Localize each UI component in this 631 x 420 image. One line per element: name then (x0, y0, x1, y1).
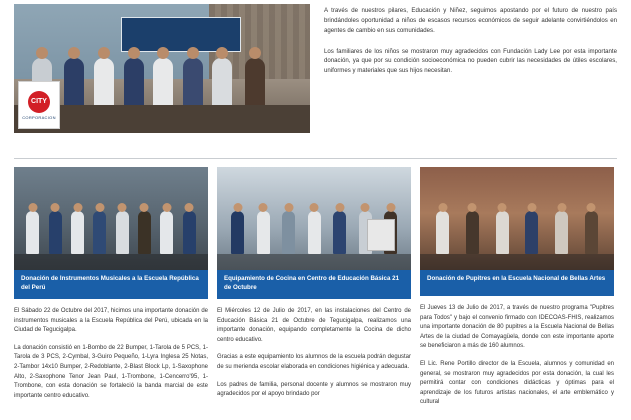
top-paragraph-1: A través de nuestros pilares, Educación y Niñez, seguimos apostando por el futuro de nuestro país brindándoles oportunidad a niños de escasos recursos económicos de seguir adelante convirtiéndolos en agentes de cambio en sus comunidades. (324, 7, 617, 34)
article-1-paragraph-1: El Sábado 22 de Octubre del 2017, hicimos una importante donación de instrumentos musicales a la Escuela República del Perú, ubicada en la Ciudad de Tegucigalpa. (14, 307, 208, 334)
musical-instruments-donation-photo (14, 167, 208, 270)
article-body-2 (217, 299, 411, 400)
photo-person (212, 58, 232, 110)
article-3-paragraph-2: El Lic. Rene Portillo director de la Escuela, alumnos y comunidad en general, se mostraron muy agradecidos por esta donación, la cual les permitirá contar con condiciones didácticas y óptimas para el aprendizaje de los futuros artistas nacionales, el arte emblemático y cultural (420, 360, 614, 406)
photo-person-head (216, 47, 228, 59)
article-column-1 (14, 167, 208, 416)
photo-person (555, 211, 568, 254)
photo-person-head (187, 47, 199, 59)
photo-person-head (36, 47, 48, 59)
article-2-paragraph-2: Gracias a este equipamiento los alumnos de la escuela podrán degustar de su merienda escolar elaborada en condiciones higiénica y adecuada. (217, 354, 411, 370)
city-logo-mark: CITY (28, 91, 50, 113)
photo-person (245, 58, 265, 110)
top-paragraph-2: Los familiares de los niños se mostraron muy agradecidos con Fundación Lady Lee por esta importante donación, ya que por su condición socioeconómica no pueden cubrir las necesidades de útiles escolares, uniformes y materiales que sus hijos necesitan. (324, 47, 617, 75)
city-logo-subtext: CORPORACION (22, 114, 56, 120)
photo-person (257, 211, 270, 254)
photo-person (49, 211, 62, 254)
photo-person (282, 211, 295, 254)
article-1-paragraph-2: La donación consistió en 1-Bombo de 22 Bumper, 1-Tarola de 5 PCS, 1-Tarola de 3 PCS, 2-Cymbal, 3-Guiro Pequeño, 1-Lyra Inglesa 25 Notas, 2-Tambor 14x10 Bumper, 2-Redoblante, 2-Blast Block Lp, 1-Saxophone Alto, 2-Saxophone Tenor Jean Paul, 1-Trombone, 1-Cencerro'95, 1-Trombone, con esta donación se fortaleció la banda marcial de este importante centro educativo. (14, 344, 208, 399)
article-caption-3: Donación de Pupitres en la Escuela Nacional de Bellas Artes (420, 270, 614, 296)
photo-person (124, 58, 144, 110)
photo-person (116, 211, 129, 254)
photo-person (436, 211, 449, 254)
photo-person (153, 58, 173, 110)
photo-person-head (157, 47, 169, 59)
photo-person (308, 211, 321, 254)
photo-people-row (22, 204, 201, 253)
photo-person (94, 58, 114, 110)
photo-person (585, 211, 598, 254)
article-column-2 (217, 167, 411, 416)
article-caption-2: Equipamiento de Cocina en Centro de Educación Básica 21 de Octubre (217, 270, 411, 299)
article-caption-1: Donación de Instrumentos Musicales a la Escuela República del Perú (14, 270, 208, 299)
photo-person (183, 211, 196, 254)
photo-ground (217, 254, 411, 270)
photo-people-row (428, 204, 607, 253)
photo-person (231, 211, 244, 254)
article-body-3 (420, 296, 614, 408)
photo-person (64, 58, 84, 110)
city-logo (18, 81, 60, 129)
article-2-paragraph-1: El Miércoles 12 de Julio de 2017, en las instalaciones del Centro de Educación Básica 21 de Octubre de Tegucigalpa, realizamos una importante donación, equipando completamente la Cocina de dicho centro educativo. (217, 307, 411, 343)
photo-person (71, 211, 84, 254)
photo-person-head (249, 47, 261, 59)
photo-person (26, 211, 39, 254)
photo-content (14, 4, 310, 133)
photo-ground (420, 254, 614, 270)
photo-person-head (68, 47, 80, 59)
article-3-paragraph-1: El Jueves 13 de Julio de 2017, a través de nuestro programa "Pupitres para Todos" y bajo el convenio firmado con IDECOAS-FHIS, realizamos una importante donación de 80 pupitres a la Escuela Nacional de Bellas Artes de la ciudad de Comayagüela, donde con este importante aporte se beneficiaron a más de 160 alumnos. (420, 305, 614, 350)
photo-person (466, 211, 479, 254)
photo-ground (14, 254, 208, 270)
photo-person (160, 211, 173, 254)
article-column-3 (420, 167, 614, 416)
photo-person (138, 211, 151, 254)
article-2-paragraph-3: Los padres de familia, personal docente y alumnos se mostraron muy agradecidos por el apoyo brindado por (217, 381, 411, 398)
top-text-block (310, 4, 617, 152)
photo-person (93, 211, 106, 254)
kitchen-equipment-donation-photo (217, 167, 411, 270)
articles-row (0, 159, 631, 416)
photo-appliance-box (367, 219, 395, 251)
article-body-1 (14, 299, 208, 401)
school-desks-donation-photo (420, 167, 614, 270)
photo-person (333, 211, 346, 254)
photo-person (183, 58, 203, 110)
photo-person-head (98, 47, 110, 59)
photo-person (496, 211, 509, 254)
photo-person (525, 211, 538, 254)
top-section (0, 0, 631, 152)
graduation-ceremony-photo (14, 4, 310, 133)
photo-person-head (128, 47, 140, 59)
